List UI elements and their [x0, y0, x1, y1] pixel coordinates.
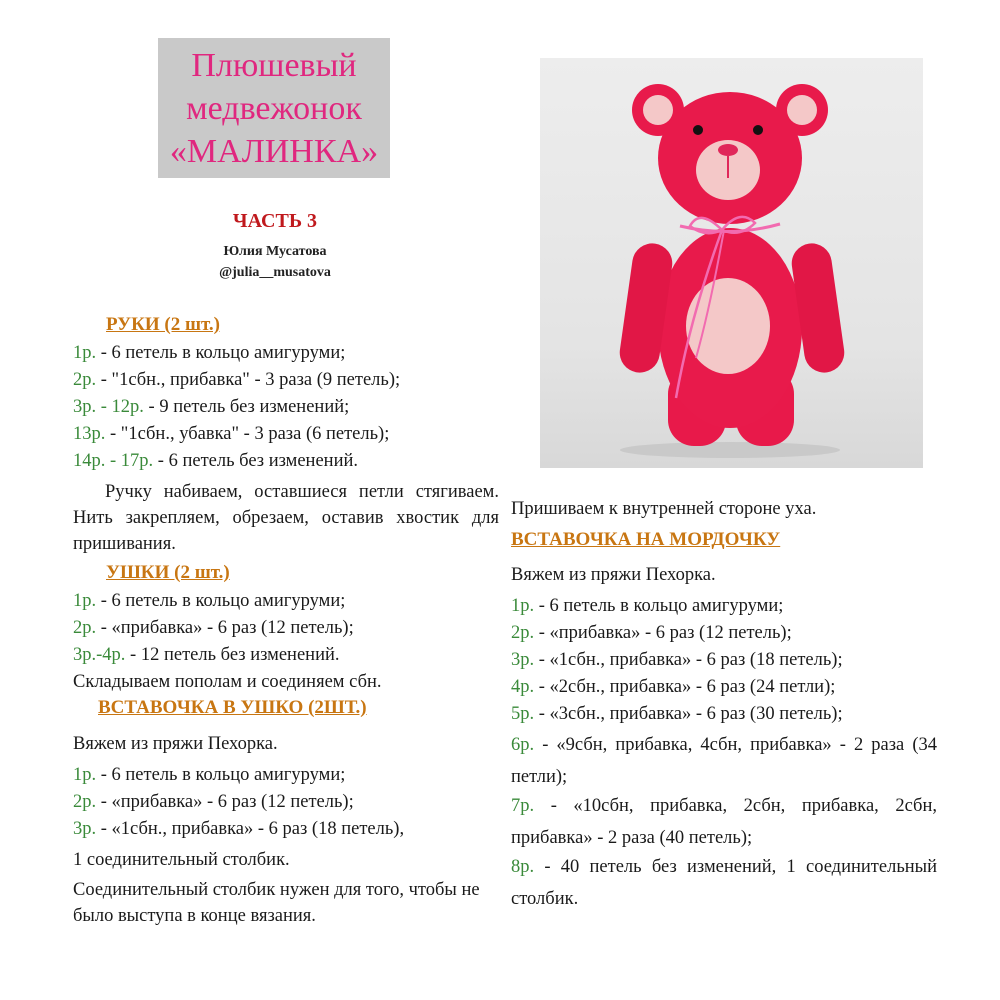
row-number: 1р.: [73, 343, 97, 363]
row-text: - «1сбн., прибавка» - 6 раз (18 петель);: [534, 650, 843, 670]
row-text: - «2сбн., прибавка» - 6 раз (24 петли);: [534, 677, 836, 697]
muzzle-row-6: [511, 729, 937, 793]
row-number: 1р.: [73, 591, 97, 611]
author-handle: @julia__musatova: [219, 265, 331, 280]
muzzle-row-7: [511, 790, 937, 854]
row-text: - 6 петель в кольцо амигуруми;: [534, 596, 784, 616]
ear-insert-after: 1 соединительный столбик.: [73, 850, 290, 870]
row-text: - «прибавка» - 6 раз (12 петель);: [534, 623, 792, 643]
ears-heading: УШКИ (2 шт.): [106, 562, 230, 583]
row-number: 2р.: [73, 792, 97, 812]
title-line-1: Плюшевый: [191, 47, 357, 84]
row-number: 4р.: [511, 677, 535, 697]
arms-note: Ручку набиваем, оставшиеся петли стягиваем. Нить закрепляем, обрезаем, оставив хвостик для пришивания.: [73, 482, 499, 554]
bear-photo: [540, 58, 923, 468]
arms-row-4: [73, 421, 389, 447]
row-number: 5р.: [511, 704, 535, 724]
row-text: - 6 петель в кольцо амигуруми;: [96, 343, 346, 363]
ear-insert-row-1: [73, 762, 345, 788]
arms-row-2: [73, 367, 400, 393]
row-number: 1р.: [73, 765, 97, 785]
row-text: - 12 петель без изменений.: [125, 645, 340, 665]
row-text: - «1сбн., прибавка» - 6 раз (18 петель),: [96, 819, 405, 839]
row-number: 7р.: [511, 796, 535, 816]
part-label: ЧАСТЬ 3: [232, 210, 318, 232]
muzzle-row-1: [511, 593, 783, 619]
row-text: - 6 петель в кольцо амигуруми;: [96, 765, 346, 785]
row-text: - «прибавка» - 6 раз (12 петель);: [96, 792, 354, 812]
row-number: 2р.: [73, 370, 97, 390]
row-number: 1р.: [511, 596, 535, 616]
muzzle-row-5: [511, 701, 843, 727]
ear-insert-note: Соединительный столбик нужен для того, чтобы не было выступа в конце вязания.: [73, 880, 480, 926]
row-text: - "1сбн., убавка" - 3 раза (6 петель);: [105, 424, 390, 444]
title-line-2: медвежонок: [186, 90, 362, 127]
ear-insert-yarn: Вяжем из пряжи Пехорка.: [73, 734, 278, 754]
ears-row-2: [73, 615, 354, 641]
row-text: - «прибавка» - 6 раз (12 петель);: [96, 618, 354, 638]
row-number: 2р.: [511, 623, 535, 643]
row-number: 8р.: [511, 857, 535, 877]
row-text: - 6 петель без изменений.: [153, 451, 358, 471]
row-text: - "1сбн., прибавка" - 3 раза (9 петель);: [96, 370, 401, 390]
ears-row-1: [73, 588, 345, 614]
row-number: 3р. - 12р.: [73, 397, 144, 417]
muzzle-row-4: [511, 674, 835, 700]
row-text: - «10сбн, прибавка, 2сбн, прибавка, 2сбн, прибавка» - 2 раза (40 петель);: [511, 796, 937, 848]
row-number: 3р.: [511, 650, 535, 670]
row-text: - 40 петель без изменений, 1 соединительный столбик.: [511, 857, 937, 909]
row-text: - 6 петель в кольцо амигуруми;: [96, 591, 346, 611]
ears-note: Складываем пополам и соединяем сбн.: [73, 672, 382, 692]
author-name: Юлия Мусатова: [223, 244, 327, 259]
ear-insert-row-2: [73, 789, 354, 815]
ear-insert-heading: ВСТАВОЧКА В УШКО (2ШТ.): [98, 697, 367, 718]
arms-row-3: [73, 394, 349, 420]
row-number: 13р.: [73, 424, 106, 444]
bear-illustration: [540, 58, 923, 468]
row-text: - «9сбн, прибавка, 4сбн, прибавка» - 2 раза (34 петли);: [511, 735, 937, 787]
arms-row-5: [73, 448, 358, 474]
muzzle-row-3: [511, 647, 843, 673]
row-number: 6р.: [511, 735, 535, 755]
muzzle-insert-yarn: Вяжем из пряжи Пехорка.: [511, 565, 716, 585]
row-text: - «3сбн., прибавка» - 6 раз (30 петель);: [534, 704, 843, 724]
muzzle-row-8: [511, 851, 937, 915]
arms-heading: РУКИ (2 шт.): [106, 314, 220, 335]
row-number: 3р.: [73, 819, 97, 839]
arms-row-1: [73, 340, 345, 366]
row-text: - 9 петель без изменений;: [143, 397, 350, 417]
row-number: 2р.: [73, 618, 97, 638]
muzzle-insert-heading: ВСТАВОЧКА НА МОРДОЧКУ: [511, 529, 781, 550]
row-number: 14р. - 17р.: [73, 451, 154, 471]
muzzle-row-2: [511, 620, 792, 646]
ears-row-3: [73, 642, 340, 668]
title-line-3: «МАЛИНКА»: [169, 133, 379, 170]
ear-insert-row-3: [73, 816, 404, 842]
ear-insert-sew: Пришиваем к внутренней стороне уха.: [511, 499, 817, 519]
title-box: [158, 38, 390, 178]
row-number: 3р.-4р.: [73, 645, 126, 665]
